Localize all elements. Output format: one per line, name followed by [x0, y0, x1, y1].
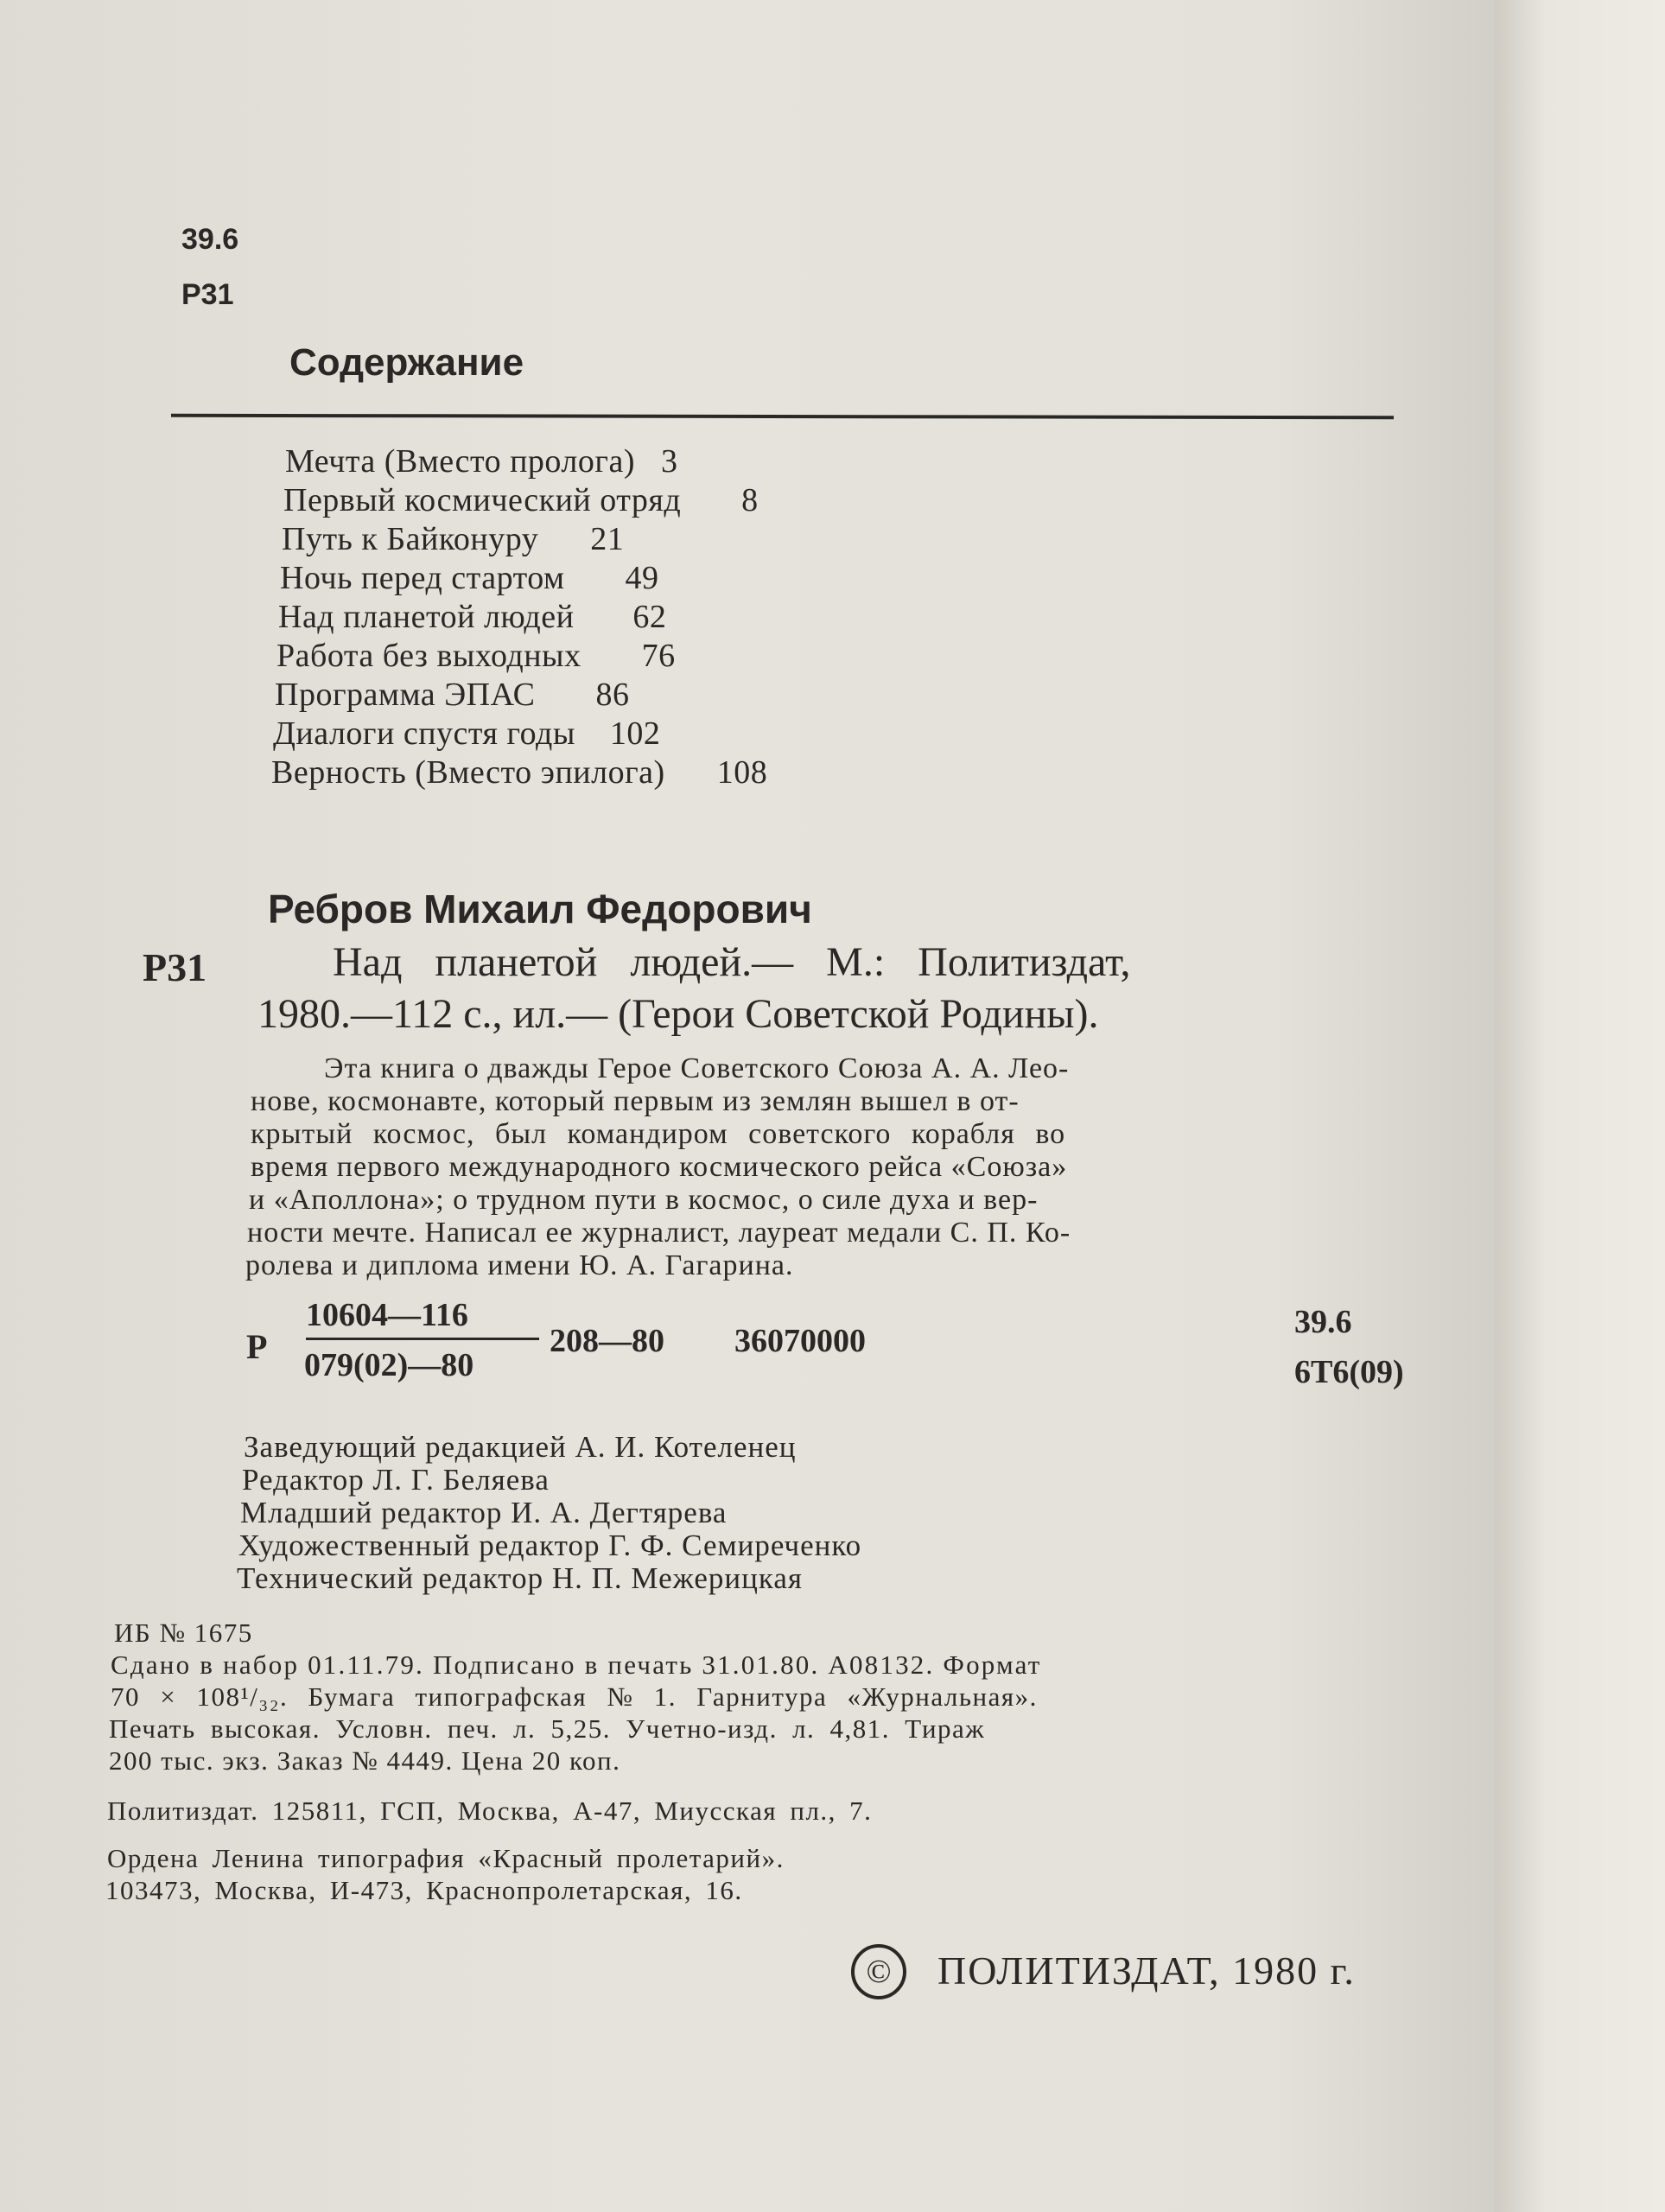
toc-item-title: Программа ЭПАС: [275, 677, 536, 713]
toc-item: [285, 442, 678, 480]
toc-item-page: 62: [632, 599, 667, 635]
author-name: Ребров Михаил Федорович: [268, 887, 812, 931]
annotation-line: ности мечте. Написал ее журналист, лауреат медали С. П. Ко-: [247, 1217, 1071, 1249]
annotation-line: нове, космонавте, который первым из землян вышел в от-: [251, 1085, 1020, 1117]
toc-item-title: Ночь перед стартом: [280, 560, 565, 596]
tech-line: 70 × 108¹/₃₂. Бумага типографская № 1. Гарнитура «Журнальная».: [111, 1681, 1038, 1712]
toc-item: [276, 637, 676, 675]
toc-item-page: 86: [595, 677, 630, 713]
copyright-text: ПОЛИТИЗДАТ, 1980 г.: [937, 1948, 1356, 1993]
tech-line: Сдано в набор 01.11.79. Подписано в печать 31.01.80. А08132. Формат: [111, 1649, 1042, 1680]
fraction-line: [306, 1338, 539, 1340]
index-number: 36070000: [734, 1323, 866, 1359]
index-letter: Р: [246, 1327, 268, 1366]
editor-line: Заведующий редакцией А. И. Котеленец: [244, 1430, 797, 1464]
editor-line: Редактор Л. Г. Беляева: [242, 1463, 550, 1497]
index-numerator: 10604—116: [306, 1297, 468, 1333]
tech-line: 200 тыс. экз. Заказ № 4449. Цена 20 коп.: [109, 1745, 621, 1776]
annotation-line: крытый космос, был командиром советского корабля во: [251, 1118, 1066, 1150]
toc-item-page: 108: [716, 754, 768, 791]
toc-item-page: 49: [625, 560, 659, 596]
contents-rule: [171, 414, 1394, 419]
editor-line: Художественный редактор Г. Ф. Семиреченко: [238, 1529, 862, 1562]
annotation-line: Эта книга о дважды Герое Советского Союза А. А. Лео-: [324, 1052, 1070, 1084]
contents-title: Содержание: [289, 341, 524, 384]
toc-item-page: 76: [641, 638, 676, 674]
bbk-right-2: 6Т6(09): [1294, 1354, 1404, 1390]
annotation-line: время первого международного космического рейса «Союза»: [251, 1151, 1068, 1183]
book-title-line: Над планетой людей.— М.: Политиздат,: [333, 939, 1131, 985]
toc-item-title: Верность (Вместо эпилога): [271, 754, 665, 791]
toc-item-page: 8: [741, 482, 759, 518]
printer-address: 103473, Москва, И-473, Краснопролетарская, 16.: [105, 1875, 743, 1905]
author-sign: Р31: [143, 945, 207, 989]
toc-item-page: 3: [661, 443, 678, 480]
toc-item-page: 21: [590, 521, 625, 557]
toc-item-title: Диалоги спустя годы: [273, 715, 575, 752]
toc-item-title: Мечта (Вместо пролога): [285, 443, 635, 480]
toc-item-title: Работа без выходных: [276, 638, 581, 674]
toc-item-title: Первый космический отряд: [283, 482, 682, 518]
publisher-address: Политиздат. 125811, ГСП, Москва, А-47, Миусская пл., 7.: [107, 1796, 873, 1826]
toc-item-title: Над планетой людей: [278, 599, 575, 635]
bbk-right-1: 39.6: [1294, 1304, 1352, 1340]
printer-name: Ордена Ленина типография «Красный пролетарий».: [107, 1843, 785, 1873]
toc-item: [273, 715, 660, 753]
toc-item-title: Путь к Байконуру: [282, 521, 539, 557]
toc-item: [283, 481, 759, 519]
copyright-icon: ©: [851, 1944, 906, 1999]
author-sign-top: Р31: [181, 278, 234, 311]
bbk-code-top: 39.6: [181, 223, 239, 256]
book-title-line: 1980.—112 с., ил.— (Герои Советской Родины).: [257, 991, 1099, 1037]
tech-line: Печать высокая. Условн. печ. л. 5,25. Учетно-изд. л. 4,81. Тираж: [109, 1713, 986, 1744]
editor-line: Технический редактор Н. П. Межерицкая: [237, 1561, 803, 1595]
ib-number: ИБ № 1675: [114, 1618, 253, 1648]
index-middle: 208—80: [550, 1323, 664, 1359]
toc-item: [282, 520, 624, 558]
toc-item: [280, 559, 659, 597]
annotation-line: и «Аполлона»; о трудном пути в космос, о силе духа и вер-: [249, 1184, 1039, 1216]
toc-item: [278, 598, 666, 636]
next-page-edge: [1495, 0, 1665, 2212]
toc-item: [271, 753, 767, 791]
toc-item-page: 102: [609, 715, 661, 752]
index-denominator: 079(02)—80: [304, 1347, 474, 1383]
annotation-line: ролева и диплома имени Ю. А. Гагарина.: [245, 1249, 794, 1281]
toc-item: [275, 676, 630, 714]
editor-line: Младший редактор И. А. Дегтярева: [240, 1496, 728, 1529]
